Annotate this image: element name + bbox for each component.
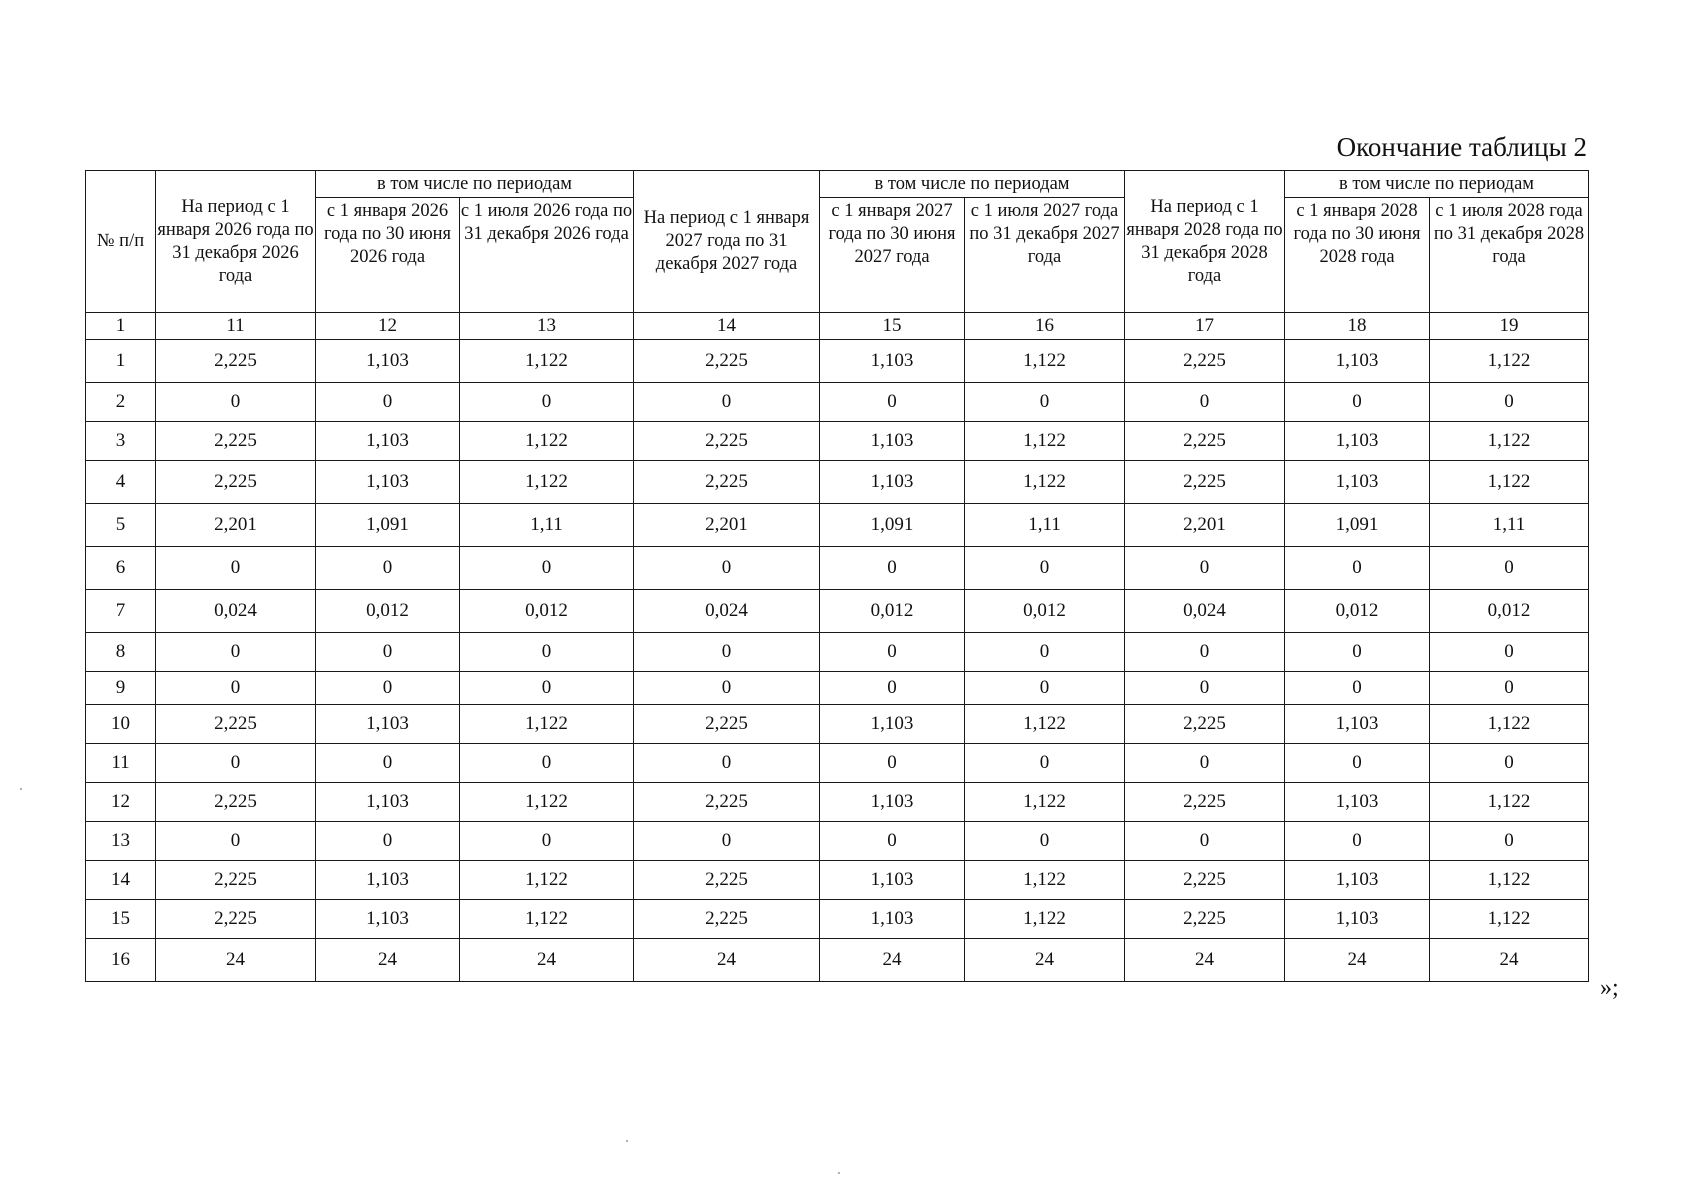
header-group-2027: в том числе по периодам [820,171,1125,198]
header-period-2027: На период с 1 января 2027 года по 31 декабря 2027 года [634,171,820,313]
value-cell: 1,091 [820,504,965,547]
value-cell: 1,122 [460,861,634,900]
value-cell: 1,103 [316,705,460,744]
row-number-cell: 16 [86,939,156,982]
value-cell: 0 [634,672,820,705]
header-h2-2027: с 1 июля 2027 года по 31 декабря 2027 года [965,198,1125,313]
value-cell: 0,012 [460,590,634,633]
value-cell: 1,091 [316,504,460,547]
value-cell: 0 [820,383,965,422]
header-period-2028: На период с 1 января 2028 года по 31 декабря 2028 года [1125,171,1285,313]
value-cell: 1,122 [460,783,634,822]
value-cell: 0 [965,383,1125,422]
value-cell: 0 [316,744,460,783]
value-cell: 0 [1125,672,1285,705]
value-cell: 24 [1125,939,1285,982]
header-h2-2026: с 1 июля 2026 года по 31 декабря 2026 года [460,198,634,313]
value-cell: 2,225 [634,340,820,383]
value-cell: 0 [820,633,965,672]
value-cell: 2,225 [634,861,820,900]
value-cell: 1,103 [820,340,965,383]
value-cell: 2,225 [156,461,316,504]
value-cell: 1,122 [460,900,634,939]
value-cell: 2,225 [1125,422,1285,461]
value-cell: 0,024 [156,590,316,633]
value-cell: 0,012 [1430,590,1589,633]
value-cell: 0,012 [965,590,1125,633]
value-cell: 1,103 [820,783,965,822]
value-cell: 0 [1430,383,1589,422]
value-cell: 1,103 [1285,422,1430,461]
value-cell: 2,225 [634,783,820,822]
value-cell: 0 [460,822,634,861]
value-cell: 0 [156,383,316,422]
value-cell: 1,11 [965,504,1125,547]
value-cell: 1,122 [965,422,1125,461]
value-cell: 2,201 [634,504,820,547]
value-cell: 1,103 [1285,705,1430,744]
value-cell: 0 [316,633,460,672]
table-row [86,939,1589,982]
value-cell: 1,091 [1285,504,1430,547]
value-cell: 1,103 [316,900,460,939]
row-number-cell: 13 [86,822,156,861]
value-cell: 2,225 [156,861,316,900]
column-number: 11 [156,313,316,340]
value-cell: 0 [460,744,634,783]
value-cell: 1,103 [1285,783,1430,822]
value-cell: 24 [1285,939,1430,982]
column-number: 14 [634,313,820,340]
value-cell: 1,122 [460,461,634,504]
value-cell: 0 [460,633,634,672]
value-cell: 1,122 [965,461,1125,504]
value-cell: 1,103 [820,422,965,461]
column-number-row [86,313,1589,340]
value-cell: 1,11 [1430,504,1589,547]
value-cell: 0 [316,672,460,705]
row-number-cell: 15 [86,900,156,939]
row-number-cell: 8 [86,633,156,672]
table-caption: Окончание таблицы 2 [1336,132,1587,162]
header-row-top [86,171,1589,198]
value-cell: 1,122 [1430,783,1589,822]
value-cell: 1,122 [965,861,1125,900]
value-cell: 0 [316,547,460,590]
value-cell: 2,225 [1125,340,1285,383]
value-cell: 1,103 [820,861,965,900]
column-number: 19 [1430,313,1589,340]
value-cell: 0 [634,383,820,422]
value-cell: 2,225 [156,705,316,744]
table-row [86,461,1589,504]
header-group-2028: в том числе по периодам [1285,171,1589,198]
value-cell: 0 [820,672,965,705]
value-cell: 0 [460,383,634,422]
value-cell: 0 [316,822,460,861]
scan-speck [20,788,22,790]
table-row [86,705,1589,744]
table-row [86,590,1589,633]
value-cell: 2,225 [1125,900,1285,939]
value-cell: 0 [965,547,1125,590]
row-number-cell: 2 [86,383,156,422]
value-cell: 1,122 [1430,461,1589,504]
scan-speck [626,1140,628,1142]
value-cell: 24 [316,939,460,982]
header-group-2026: в том числе по периодам [316,171,634,198]
value-cell: 1,103 [820,461,965,504]
table-row [86,822,1589,861]
row-number-cell: 10 [86,705,156,744]
value-cell: 24 [965,939,1125,982]
value-cell: 2,225 [1125,705,1285,744]
value-cell: 0 [1430,744,1589,783]
value-cell: 2,225 [156,783,316,822]
value-cell: 1,103 [316,340,460,383]
value-cell: 0 [1285,383,1430,422]
value-cell: 0 [1285,547,1430,590]
column-number: 15 [820,313,965,340]
table-row [86,861,1589,900]
value-cell: 1,122 [460,422,634,461]
value-cell: 0 [1430,822,1589,861]
value-cell: 2,225 [634,900,820,939]
value-cell: 0 [156,672,316,705]
value-cell: 2,225 [156,900,316,939]
header-h1-2026: с 1 января 2026 года по 30 июня 2026 года [316,198,460,313]
value-cell: 1,122 [1430,422,1589,461]
value-cell: 0,024 [1125,590,1285,633]
value-cell: 0 [460,672,634,705]
value-cell: 0 [1285,672,1430,705]
table-row [86,504,1589,547]
value-cell: 2,201 [156,504,316,547]
value-cell: 1,103 [1285,861,1430,900]
value-cell: 0 [1285,633,1430,672]
value-cell: 1,122 [965,340,1125,383]
closing-quote-mark: »; [1600,975,1619,1001]
value-cell: 0 [965,822,1125,861]
row-number-cell: 9 [86,672,156,705]
value-cell: 1,122 [460,340,634,383]
column-number: 16 [965,313,1125,340]
value-cell: 1,103 [1285,461,1430,504]
column-number: 1 [86,313,156,340]
value-cell: 0,012 [1285,590,1430,633]
value-cell: 1,103 [1285,340,1430,383]
value-cell: 0 [634,822,820,861]
table-row [86,547,1589,590]
row-number-cell: 4 [86,461,156,504]
row-number-cell: 11 [86,744,156,783]
value-cell: 1,122 [1430,861,1589,900]
value-cell: 2,201 [1125,504,1285,547]
value-cell: 0 [1430,672,1589,705]
row-number-cell: 14 [86,861,156,900]
value-cell: 1,122 [1430,705,1589,744]
header-rownum: № п/п [86,171,156,313]
value-cell: 2,225 [1125,861,1285,900]
row-number-cell: 7 [86,590,156,633]
value-cell: 24 [1430,939,1589,982]
value-cell: 0 [156,547,316,590]
value-cell: 0 [965,633,1125,672]
value-cell: 1,122 [460,705,634,744]
value-cell: 1,103 [316,783,460,822]
value-cell: 24 [634,939,820,982]
table-row [86,783,1589,822]
value-cell: 0 [1125,744,1285,783]
value-cell: 1,11 [460,504,634,547]
table-row [86,633,1589,672]
value-cell: 0,012 [316,590,460,633]
value-cell: 0 [634,744,820,783]
value-cell: 0 [1125,547,1285,590]
table-body [86,313,1589,982]
header-period-2026: На период с 1 января 2026 года по 31 декабря 2026 года [156,171,316,313]
value-cell: 0 [1285,822,1430,861]
header-h1-2028: с 1 января 2028 года по 30 июня 2028 года [1285,198,1430,313]
value-cell: 2,225 [156,340,316,383]
value-cell: 2,225 [156,422,316,461]
value-cell: 0 [1125,633,1285,672]
value-cell: 2,225 [634,422,820,461]
row-number-cell: 6 [86,547,156,590]
value-cell: 2,225 [1125,783,1285,822]
row-number-cell: 1 [86,340,156,383]
column-number: 12 [316,313,460,340]
value-cell: 1,122 [965,705,1125,744]
value-cell: 24 [156,939,316,982]
value-cell: 1,103 [820,705,965,744]
table-row [86,383,1589,422]
header-h1-2027: с 1 января 2027 года по 30 июня 2027 года [820,198,965,313]
value-cell: 0 [965,672,1125,705]
table-row [86,744,1589,783]
value-cell: 1,103 [316,861,460,900]
row-number-cell: 3 [86,422,156,461]
table-row [86,900,1589,939]
value-cell: 1,103 [820,900,965,939]
value-cell: 2,225 [634,461,820,504]
header-h2-2028: с 1 июля 2028 года по 31 декабря 2028 года [1430,198,1589,313]
table-row [86,422,1589,461]
value-cell: 0 [1430,633,1589,672]
value-cell: 24 [460,939,634,982]
column-number: 18 [1285,313,1430,340]
value-cell: 0 [965,744,1125,783]
value-cell: 1,103 [316,422,460,461]
value-cell: 0 [156,822,316,861]
value-cell: 2,225 [634,705,820,744]
value-cell: 0 [1125,822,1285,861]
value-cell: 0 [634,547,820,590]
scan-speck [838,1172,840,1174]
table-row [86,672,1589,705]
value-cell: 0 [156,633,316,672]
value-cell: 1,122 [965,783,1125,822]
tariff-table [85,170,1589,982]
value-cell: 0 [1125,383,1285,422]
value-cell: 0 [156,744,316,783]
value-cell: 1,103 [316,461,460,504]
value-cell: 0 [1430,547,1589,590]
value-cell: 0 [820,744,965,783]
column-number: 17 [1125,313,1285,340]
column-number: 13 [460,313,634,340]
value-cell: 1,122 [1430,900,1589,939]
value-cell: 0 [316,383,460,422]
value-cell: 0 [1285,744,1430,783]
value-cell: 0 [634,633,820,672]
value-cell: 0 [820,822,965,861]
value-cell: 0,012 [820,590,965,633]
value-cell: 24 [820,939,965,982]
value-cell: 1,122 [1430,340,1589,383]
row-number-cell: 12 [86,783,156,822]
value-cell: 0 [460,547,634,590]
value-cell: 0 [820,547,965,590]
value-cell: 1,122 [965,900,1125,939]
row-number-cell: 5 [86,504,156,547]
value-cell: 0,024 [634,590,820,633]
value-cell: 1,103 [1285,900,1430,939]
table-row [86,340,1589,383]
value-cell: 2,225 [1125,461,1285,504]
